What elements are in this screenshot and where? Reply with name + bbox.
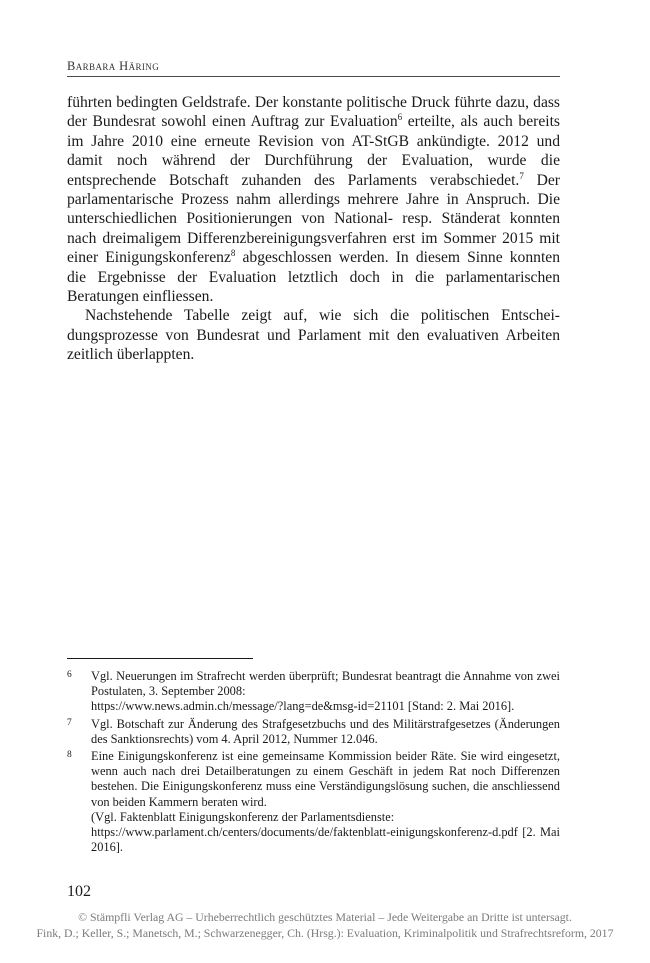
paragraph-1-text-c: Der parlamentarische Prozess nahm allerdings mehrere Jahre in Anspruch. Die unterschiedlichen Positionierungen von National- resp. Ständerat konnten nach dreimaligem Differenzbereinigungsverfahren erst im Sommer 2015 mit einer Einigungskonferenz xyxy=(67,171,560,267)
header-author: Barbara Häring xyxy=(67,59,160,73)
body-paragraph-1 xyxy=(67,93,560,306)
footnote-line: Eine Einigungskonferenz ist eine gemeinsame Kommission beider Räte. Sie wird eingesetzt, wenn auch nach drei Detailberatungen zu einem Geschäft in jedem Rat noch Differenzen bestehen. Die Einigungskonferenz muss eine Verständigungslösung suchen, die anschliessend von beiden Kammern beraten wird. xyxy=(91,749,560,809)
footnote-number: 7 xyxy=(67,717,72,728)
footnote-text xyxy=(91,749,560,855)
footnote-text xyxy=(91,669,560,715)
paragraph-1-text-a: führten bedingten Geldstrafe. Der konstante politische Druck führte dazu, dass der Bundesrat sowohl einen Auftrag zur Evaluation xyxy=(67,94,560,131)
footnote-ref-7[interactable]: 7 xyxy=(519,170,524,181)
footnote-text xyxy=(91,717,560,747)
body-paragraph-2: Nachstehende Tabelle zeigt auf, wie sich die politischen Entscheidungsprozesse von Bundesrat und Parlament mit den evaluativen Arbeiten zeitlich überlappten. xyxy=(67,307,560,364)
body-text xyxy=(67,93,560,365)
running-header xyxy=(67,59,560,77)
footnote-number: 8 xyxy=(67,750,72,761)
footnote-separator xyxy=(67,658,253,659)
footnote-line: Vgl. Neuerungen im Strafrecht werden überprüft; Bundesrat beantragt die Annahme von zwei Postulaten, 3. September 2008: xyxy=(91,669,560,699)
page-number: 102 xyxy=(67,883,91,900)
footnote-ref-6[interactable]: 6 xyxy=(397,112,403,123)
footnote-7 xyxy=(67,717,560,747)
footnotes xyxy=(67,669,560,857)
footnote-8 xyxy=(67,749,560,855)
copyright-line-2: Fink, D.; Keller, S.; Manetsch, M.; Schwarzenegger, Ch. (Hrsg.): Evaluation, Kriminalpolitik und Strafrechtsreform, 2017 xyxy=(36,925,614,940)
footnote-line: (Vgl. Faktenblatt Einigungskonferenz der Parlamentsdienste: xyxy=(91,809,395,824)
copyright-line-1: © Stämpfli Verlag AG – Urheberrechtlich geschütztes Material – Jede Weitergabe an Dritte ist untersagt. xyxy=(78,910,572,924)
footnote-ref-8[interactable]: 8 xyxy=(230,248,236,259)
footnote-link[interactable]: https://www.parlament.ch/centers/documents/de/faktenblatt-einigungskonferenz-d.pdf [2. Mai 2016]. xyxy=(91,825,560,855)
footnote-line: Vgl. Botschaft zur Änderung des Strafgesetzbuchs und des Militärstrafgesetzes (Änderungen des Sanktionsrechts) vom 4. April 2012, Nummer 12.046. xyxy=(91,716,560,746)
footnote-number: 6 xyxy=(67,670,72,680)
paragraph-1-text-b: erteilte, als auch bereits im Jahre 2010 eine erneute Revision von AT-StGB ankündigte. 2012 und damit noch während der Durchführung der Evaluation, wurde die entsprechende Botschaft zuhanden des Parlaments verabschiedet. xyxy=(67,113,561,189)
copyright-notice xyxy=(0,910,650,941)
footnote-link[interactable]: https://www.news.admin.ch/message/?lang=de&msg-id=21101 [Stand: 2. Mai 2016]. xyxy=(91,699,515,714)
footnote-6 xyxy=(67,669,560,715)
paragraph-1-text-d: abgeschlossen werden. In diesem Sinne konnten die Ergebnisse der Evaluation letztlich doch in die parlamentarischen Beratungen einfliessen. xyxy=(67,249,560,306)
